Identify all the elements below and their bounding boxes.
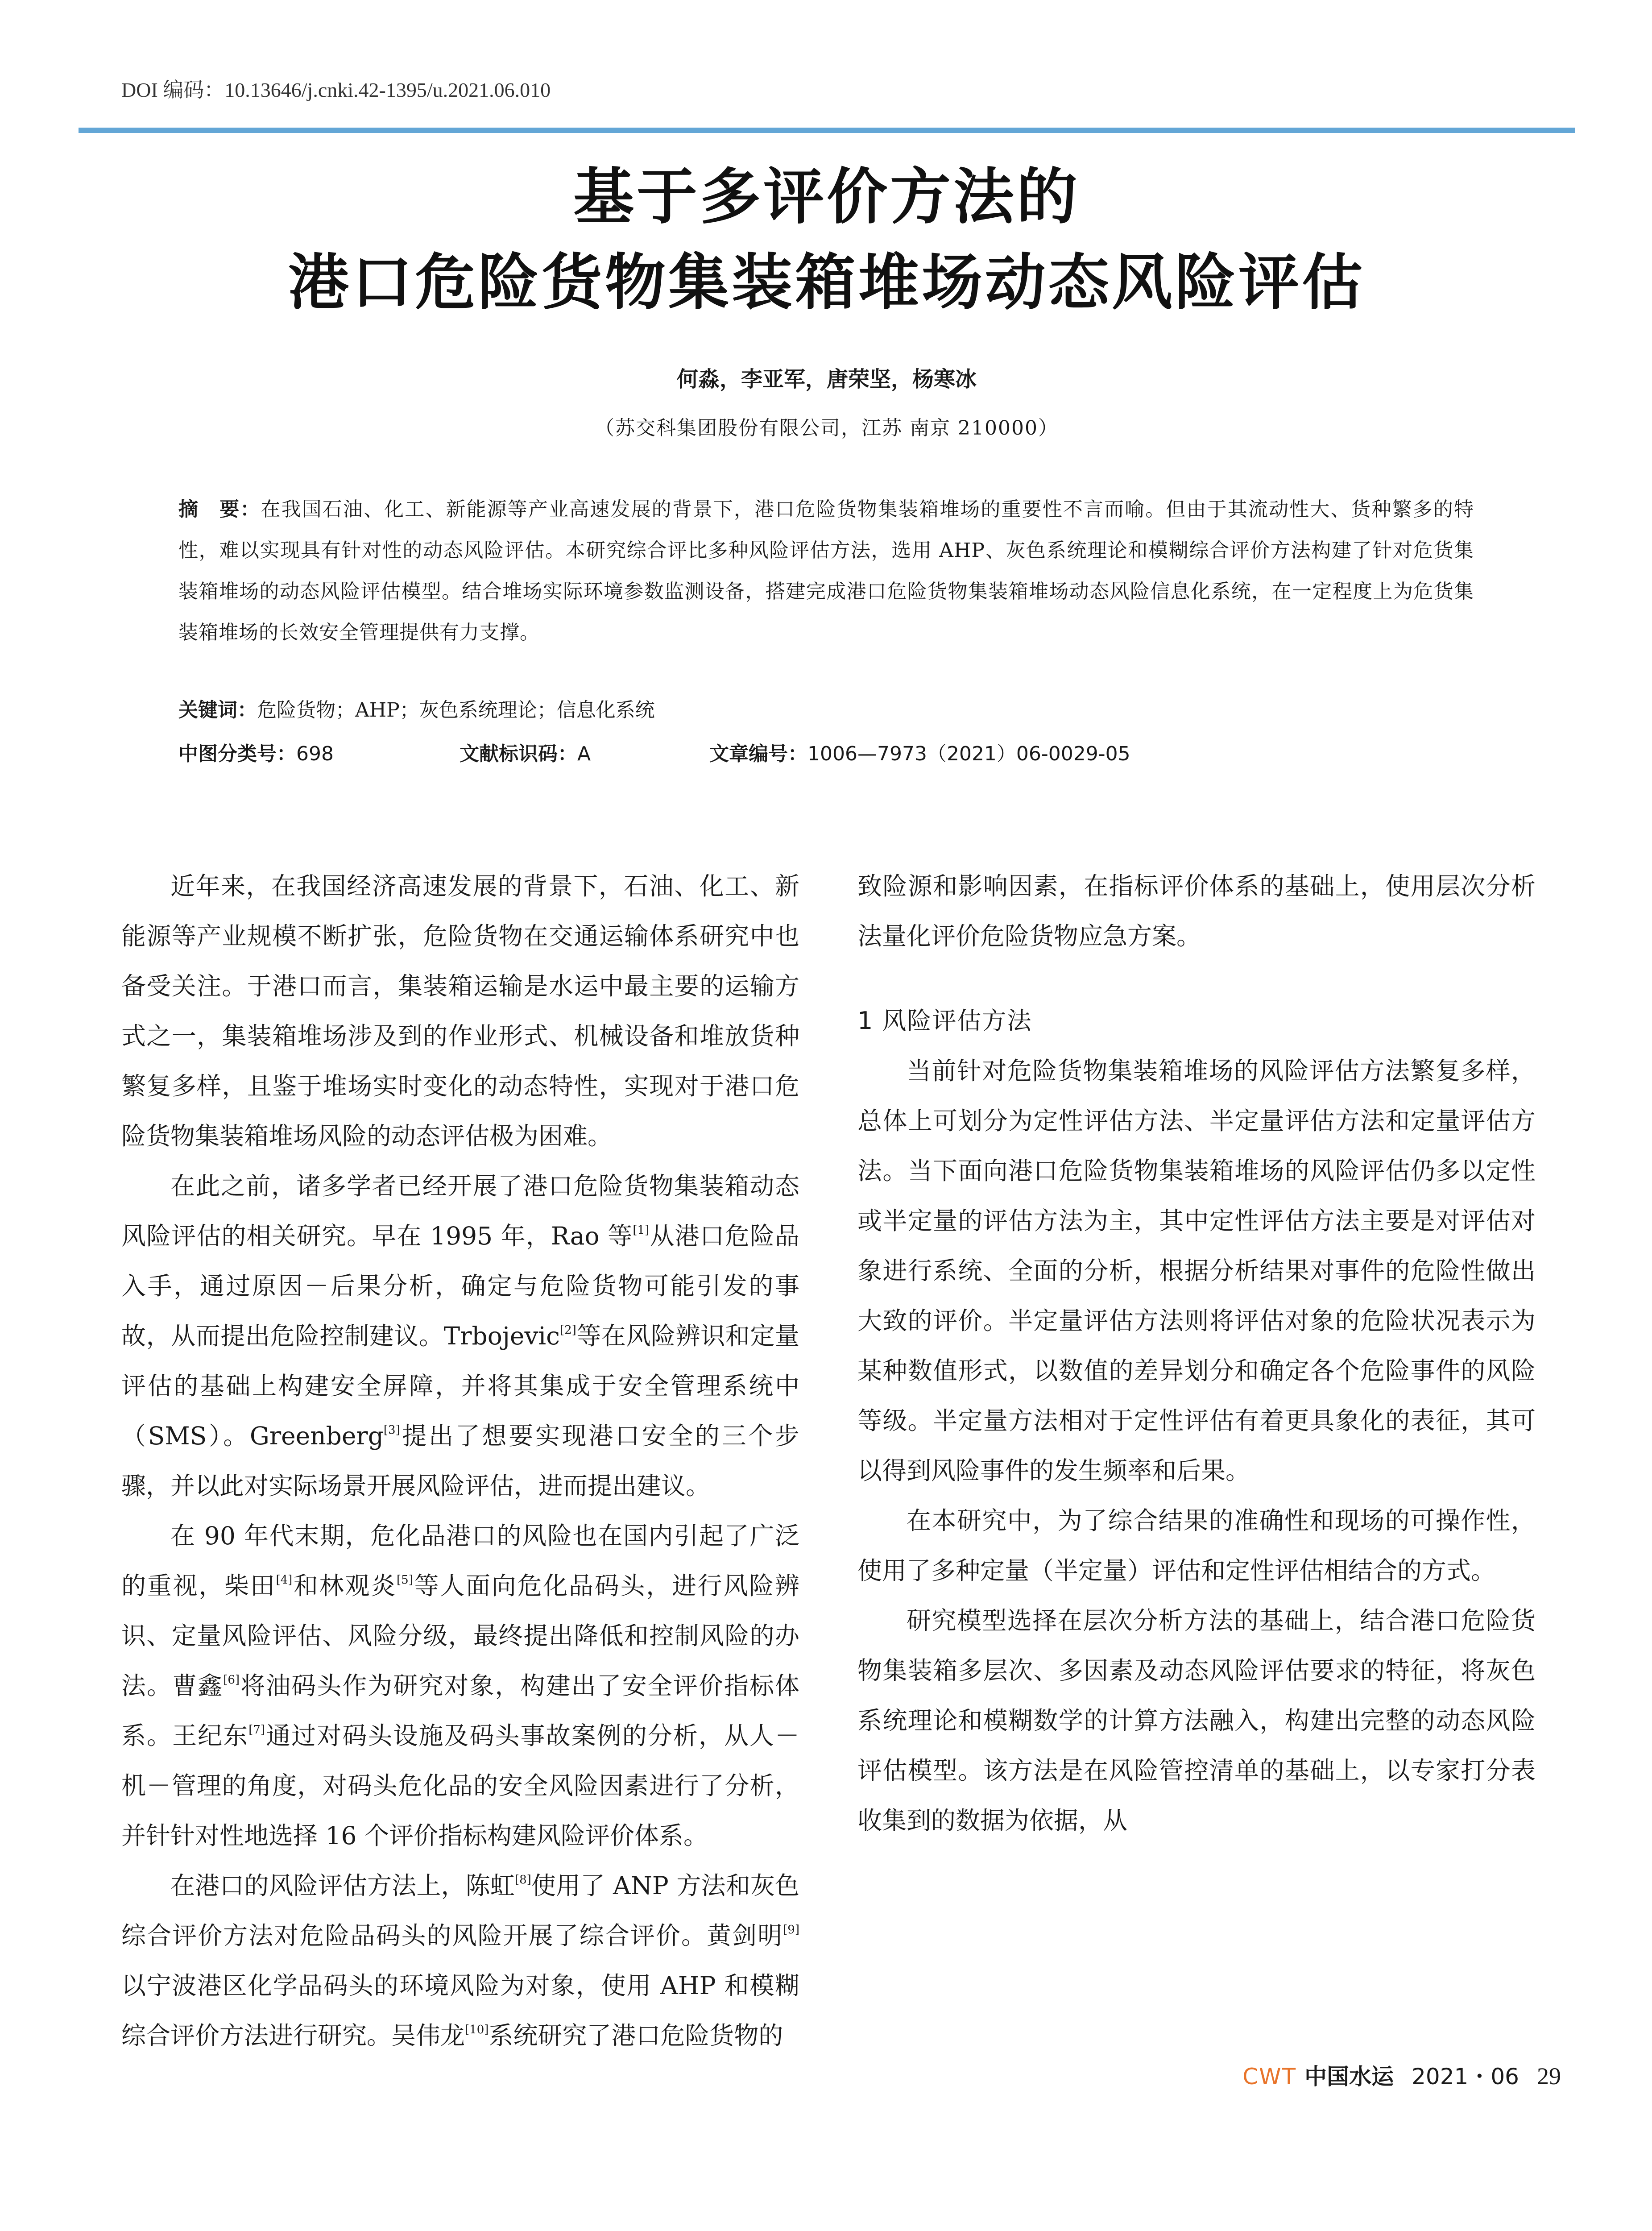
page-number: 29	[1537, 2063, 1561, 2090]
doi-line: DOI 编码：10.13646/j.cnki.42-1395/u.2021.06.010	[121, 79, 551, 101]
authors: 何淼，李亚军，唐荣坚，杨寒冰	[676, 367, 977, 392]
footer-issue: 2021・06	[1412, 2064, 1519, 2090]
article-number: 文章编号：1006—7973（2021）06-0029-05	[709, 742, 1130, 765]
paragraph-combined-approach: 在本研究中，为了综合结果的准确性和现场的可操作性，使用了多种定量（半定量）评估和定性评估相结合的方式。	[857, 1506, 1536, 1585]
paragraph-methods-part1: 在港口的风险评估方法上，陈虹[8]使用了 ANP 方法和灰色综合评价方法对危险品码头的风险开展了综合评价。黄剑明[9]以宁波港区化学品码头的环境风险为对象，使用 AHP 和模糊综合评价方法进行研究。吴伟龙[10]系统研究了港口危险货物的	[121, 1871, 799, 2050]
header-rule	[79, 128, 1575, 133]
title-line-2: 港口危险货物集装箱堆场动态风险评估	[288, 248, 1365, 318]
citation-3: [3]	[383, 1423, 400, 1437]
abstract-text: 在我国石油、化工、新能源等产业高速发展的背景下，港口危险货物集装箱堆场的重要性不言而喻。但由于其流动性大、货种繁多的特性，难以实现具有针对性的动态风险评估。本研究综合评比多种风险评估方法，选用 AHP、灰色系统理论和模糊综合评价方法构建了针对危货集装箱堆场的动态风险评估模型。结合堆场实际环境参数监测设备，搭建完成港口危险货物集装箱堆场动态风险信息化系统，在一定程度上为危货集装箱堆场的长效安全管理提供有力支撑。	[178, 498, 1474, 644]
abstract	[178, 489, 1474, 653]
body-right-column	[857, 861, 1536, 1845]
abstract-label: 摘 要：	[178, 498, 261, 521]
citation-6: [6]	[223, 1673, 240, 1687]
footer-journal: 中国水运	[1304, 2063, 1394, 2090]
affiliation: （苏交科集团股份有限公司，江苏 南京 210000）	[595, 417, 1059, 440]
body-left-column	[121, 861, 799, 2061]
paragraph-prior-work: 在此之前，诸多学者已经开展了港口危险货物集装箱动态风险评估的相关研究。早在 1995 年，Rao 等[1]从港口危险品入手，通过原因－后果分析，确定与危险货物可能引发的事故，从而提出危险控制建议。Trbojevic[2]等在风险辨识和定量评估的基础上构建安全屏障，并将其集成于安全管理系统中（SMS）。Greenberg[3]提出了想要实现港口安全的三个步骤，并以此对实际场景开展风险评估，进而提出建议。	[121, 1172, 799, 1500]
keywords-text: 危险货物；AHP；灰色系统理论；信息化系统	[257, 699, 655, 722]
paragraph-intro: 近年来，在我国经济高速发展的背景下，石油、化工、新能源等产业规模不断扩张，危险货物在交通运输体系研究中也备受关注。于港口而言，集装箱运输是水运中最主要的运输方式之一，集装箱堆场涉及到的作业形式、机械设备和堆放货种繁复多样，且鉴于堆场实时变化的动态特性，实现对于港口危险货物集装箱堆场风险的动态评估极为困难。	[121, 872, 799, 1150]
citation-1: [1]	[633, 1223, 650, 1237]
classification-line	[178, 740, 1474, 768]
citation-5: [5]	[397, 1573, 413, 1587]
citation-10: [10]	[465, 2023, 489, 2036]
keywords	[178, 696, 1474, 725]
paragraph-method-overview: 当前针对危险货物集装箱堆场的风险评估方法繁复多样，总体上可划分为定性评估方法、半定量评估方法和定量评估方法。当下面向港口危险货物集装箱堆场的风险评估仍多以定性或半定量的评估方法为主，其中定性评估方法主要是对评估对象进行系统、全面的分析，根据分析结果对事件的危险性做出大致的评价。半定量评估方法则将评估对象的危险状况表示为某种数值形式，以数值的差异划分和确定各个危险事件的风险等级。半定量方法相对于定性评估有着更具象化的表征，其可以得到风险事件的发生频率和后果。	[857, 1057, 1536, 1485]
citation-8: [8]	[514, 1873, 531, 1887]
page-footer	[1242, 2061, 1561, 2092]
paragraph-methods-part1-continued: 致险源和影响因素，在指标评价体系的基础上，使用层次分析法量化评价危险货物应急方案。	[857, 872, 1536, 950]
clc-number: 中图分类号：698	[178, 742, 334, 765]
citation-7: [7]	[248, 1723, 265, 1737]
title-line-1: 基于多评价方法的	[573, 162, 1080, 232]
doc-code: 文献标识码：A	[460, 742, 591, 765]
paragraph-model: 研究模型选择在层次分析方法的基础上，结合港口危险货物集装箱多层次、多因素及动态风险评估要求的特征，将灰色系统理论和模糊数学的计算方法融入，构建出完整的动态风险评估模型。该方法是在风险管控清单的基础上，以专家打分表收集到的数据为依据，从	[857, 1606, 1536, 1835]
citation-2: [2]	[559, 1323, 576, 1337]
footer-brand: CWT	[1242, 2064, 1297, 2090]
citation-9: [9]	[783, 1923, 799, 1937]
keywords-label: 关键词：	[178, 699, 257, 722]
citation-4: [4]	[276, 1573, 293, 1587]
section-heading-1: 1 风险评估方法	[857, 1007, 1032, 1035]
paragraph-domestic-work: 在 90 年代末期，危化品港口的风险也在国内引起了广泛的重视，柴田[4]和林观炎[5]等人面向危化品码头，进行风险辨识、定量风险评估、风险分级，最终提出降低和控制风险的办法。曹鑫[6]将油码头作为研究对象，构建出了安全评价指标体系。王纪东[7]通过对码头设施及码头事故案例的分析，从人－机－管理的角度，对码头危化品的安全风险因素进行了分析，并针针对性地选择 16 个评价指标构建风险评价体系。	[121, 1522, 799, 1850]
